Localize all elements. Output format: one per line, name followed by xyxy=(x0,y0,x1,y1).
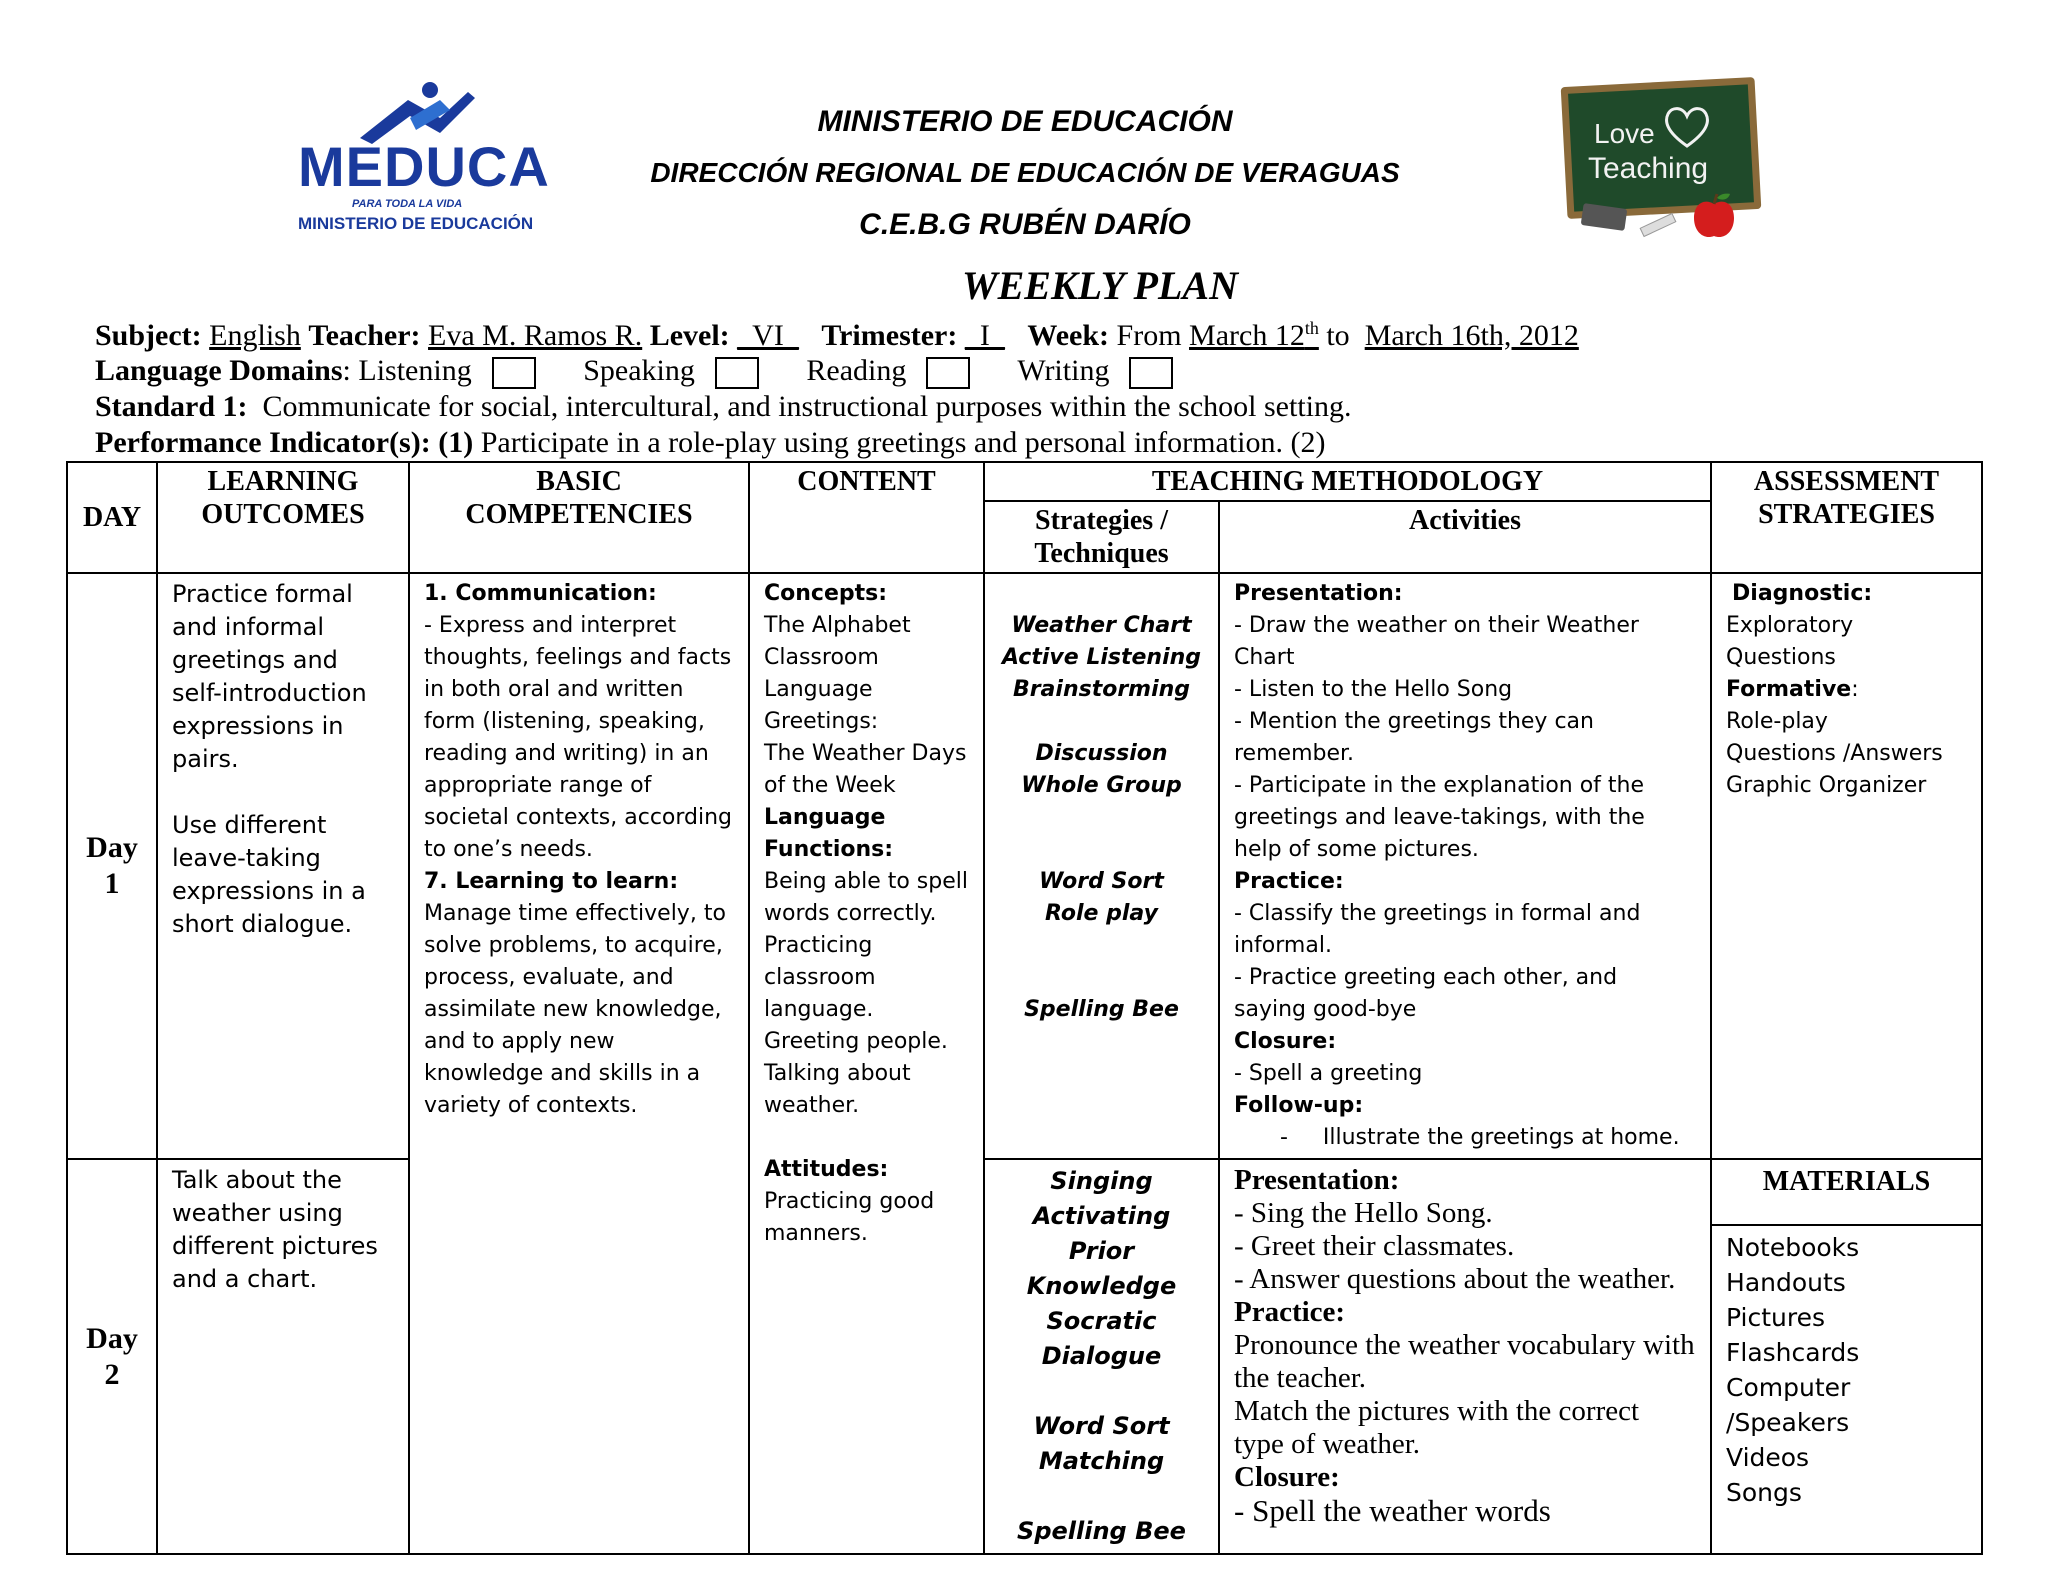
week-label: Week: xyxy=(1027,319,1110,352)
day1-practice-heading: Practice: xyxy=(1234,869,1344,894)
day2-practice-2: Match the pictures with the correct type of weather. xyxy=(1234,1395,1640,1460)
comp-learning-heading: 7. Learning to learn: xyxy=(424,869,679,894)
day1-presentation-text: - Draw the weather on their Weather Chart - Listen to the Hello Song - Mention the greetings they can remember. - Participate in the explanation of the greetings and leave-takings, with the help of some pictures. xyxy=(1234,613,1645,862)
assess-formative-heading: Formative xyxy=(1726,677,1852,702)
day1-closure-text: - Spell a greeting xyxy=(1234,1061,1423,1086)
regional-heading: DIRECCIÓN REGIONAL DE EDUCACIÓN DE VERAGUAS xyxy=(650,157,1400,188)
meduca-tagline: PARA TODA LA VIDA xyxy=(352,198,463,210)
standard-label: Standard 1: xyxy=(95,390,248,423)
chalk-icon xyxy=(1640,213,1677,237)
content-cell xyxy=(749,573,984,1554)
day2-practice-heading: Practice: xyxy=(1234,1296,1346,1328)
level-label: Level: xyxy=(649,319,730,352)
meduca-logo-text: MEDUCA xyxy=(298,135,550,198)
teaching-text: Teaching xyxy=(1588,152,1709,185)
day2-learning: Talk about the weather using different pictures and a chart. xyxy=(157,1159,409,1554)
day1-strategies: Weather Chart Active Listening Brainstorming Discussion Whole Group Word Sort Role play Spelling Bee xyxy=(984,573,1219,1159)
content-attitudes-heading: Attitudes: xyxy=(764,1157,889,1182)
day1-assessment: Diagnostic: Exploratory Questions Formative: Role-play Questions /Answers Graphic Organizer xyxy=(1711,573,1982,1159)
day1-followup-text: - Illustrate the greetings at home. xyxy=(1280,1125,1680,1150)
header-strategies: Strategies / Techniques xyxy=(984,501,1219,573)
header-day: DAY xyxy=(67,462,157,573)
header-content: CONTENT xyxy=(749,462,984,573)
comp-learning-text: Manage time effectively, to solve problems, to acquire, process, evaluate, and assimilate new knowledge, and to apply new knowledge and skills in a variety of contexts. xyxy=(424,901,726,1118)
content-concepts-text: The Alphabet Classroom Language Greetings: The Weather Days of the Week xyxy=(764,613,967,798)
content-functions-heading: Language Functions: xyxy=(764,805,894,862)
header-competencies: BASIC COMPETENCIES xyxy=(409,462,749,573)
trimester-label: Trimester: xyxy=(821,319,958,352)
week-to: to xyxy=(1326,319,1350,352)
love-text: Love xyxy=(1594,118,1655,149)
assess-diagnostic-heading: Diagnostic: xyxy=(1732,581,1873,606)
day2-presentation-heading: Presentation: xyxy=(1234,1164,1400,1196)
subject-value: English xyxy=(209,319,301,352)
teacher-value: Eva M. Ramos R. xyxy=(428,319,643,352)
content-concepts-heading: Concepts: xyxy=(764,581,888,606)
day1-learning: Practice formal and informal greetings and self-introduction expressions in pairs. Use different leave-taking expressions in a short dialogue. xyxy=(157,573,409,1159)
meduca-logo xyxy=(290,78,550,238)
day1-closure-heading: Closure: xyxy=(1234,1029,1337,1054)
indicator-label: Performance Indicator(s): (1) xyxy=(95,426,474,459)
day2-practice-1: Pronounce the weather vocabulary with the teacher. xyxy=(1234,1329,1695,1394)
day2-strategies: Singing Activating Prior Knowledge Socratic Dialogue Word Sort Matching Spelling Bee xyxy=(984,1159,1219,1554)
materials-cell xyxy=(1711,1159,1982,1554)
day2-presentation-3: - Answer questions about the weather. xyxy=(1234,1263,1676,1295)
assess-diagnostic-text: Exploratory Questions xyxy=(1726,613,1854,670)
domain-reading: Reading xyxy=(806,354,907,387)
school-heading: C.E.B.G RUBÉN DARÍO xyxy=(859,208,1191,241)
basic-competencies xyxy=(409,573,749,1554)
header-methodology: TEACHING METHODOLOGY xyxy=(984,462,1711,501)
speaking-checkbox[interactable] xyxy=(715,357,759,389)
reading-checkbox[interactable] xyxy=(926,357,970,389)
comp-communication-text: - Express and interpret thoughts, feelings and facts in both oral and written form (listening, speaking, reading and writing) in an appropriate range of societal contexts, according to one’s needs. xyxy=(424,613,733,862)
domain-writing: Writing xyxy=(1017,354,1110,387)
domain-listening: Listening xyxy=(358,354,472,387)
week-start: March 12th xyxy=(1189,318,1319,352)
teacher-label: Teacher: xyxy=(308,319,421,352)
indicator-line xyxy=(95,426,1325,460)
day1-practice-text: - Classify the greetings in formal and informal. - Practice greeting each other, and saying good-bye xyxy=(1234,901,1641,1022)
day2-label: Day 2 xyxy=(67,1159,157,1554)
day2-presentation-1: - Sing the Hello Song. xyxy=(1234,1197,1493,1229)
assess-formative-text: Role-play Questions /Answers Graphic Organizer xyxy=(1726,709,1943,798)
week-from: From xyxy=(1116,319,1182,352)
standard-text: Communicate for social, intercultural, and instructional purposes within the school setting. xyxy=(262,390,1352,423)
materials-list: Notebooks Handouts Pictures Flashcards Computer /Speakers Videos Songs xyxy=(1726,1233,1860,1507)
domains-label: Language Domains xyxy=(95,354,343,387)
domains-line: Language Domains: Listening Speaking Reading Writing xyxy=(95,354,1213,389)
eraser-icon xyxy=(1581,203,1628,231)
day2-closure-heading: Closure: xyxy=(1234,1461,1340,1493)
writing-checkbox[interactable] xyxy=(1129,357,1173,389)
listening-checkbox[interactable] xyxy=(492,357,536,389)
subject-label: Subject: xyxy=(95,319,202,352)
level-value: _VI_ xyxy=(737,319,799,352)
day1-row xyxy=(67,573,1982,1159)
day2-activities xyxy=(1219,1159,1711,1554)
meduca-subtitle: MINISTERIO DE EDUCACIÓN xyxy=(298,214,534,233)
materials-heading: MATERIALS xyxy=(1712,1160,1981,1226)
heart-icon xyxy=(1662,104,1712,150)
subject-line xyxy=(95,318,1579,353)
apple-icon xyxy=(1690,190,1738,242)
header-learning: LEARNING OUTCOMES xyxy=(157,462,409,573)
weekly-plan-table xyxy=(66,461,1983,1555)
standard-line xyxy=(95,390,1351,424)
day2-closure-text: - Spell the weather words xyxy=(1234,1493,1551,1528)
ministry-heading: MINISTERIO DE EDUCACIÓN xyxy=(817,105,1233,138)
header-activities: Activities xyxy=(1219,501,1711,573)
day1-followup-heading: Follow-up: xyxy=(1234,1093,1364,1118)
header-assessment: ASSESSMENT STRATEGIES xyxy=(1711,462,1982,573)
domain-speaking: Speaking xyxy=(583,354,695,387)
day1-activities xyxy=(1219,573,1711,1159)
day1-presentation-heading: Presentation: xyxy=(1234,581,1403,606)
love-teaching-logo xyxy=(1560,82,1760,242)
day2-presentation-2: - Greet their classmates. xyxy=(1234,1230,1515,1262)
week-end: March 16th, 2012 xyxy=(1364,319,1579,352)
content-attitudes-text: Practicing good manners. xyxy=(764,1189,935,1246)
day2-row xyxy=(67,1159,1982,1554)
page-title: WEEKLY PLAN xyxy=(962,263,1238,308)
comp-communication-heading: 1. Communication: xyxy=(424,581,657,606)
day1-label: Day 1 xyxy=(67,573,157,1159)
indicator-text: Participate in a role-play using greetings and personal information. (2) xyxy=(480,426,1326,459)
content-functions-text: Being able to spell words correctly. Practicing classroom language. Greeting people. Talking about weather. xyxy=(764,869,968,1118)
trimester-value: _I_ xyxy=(964,319,1005,352)
